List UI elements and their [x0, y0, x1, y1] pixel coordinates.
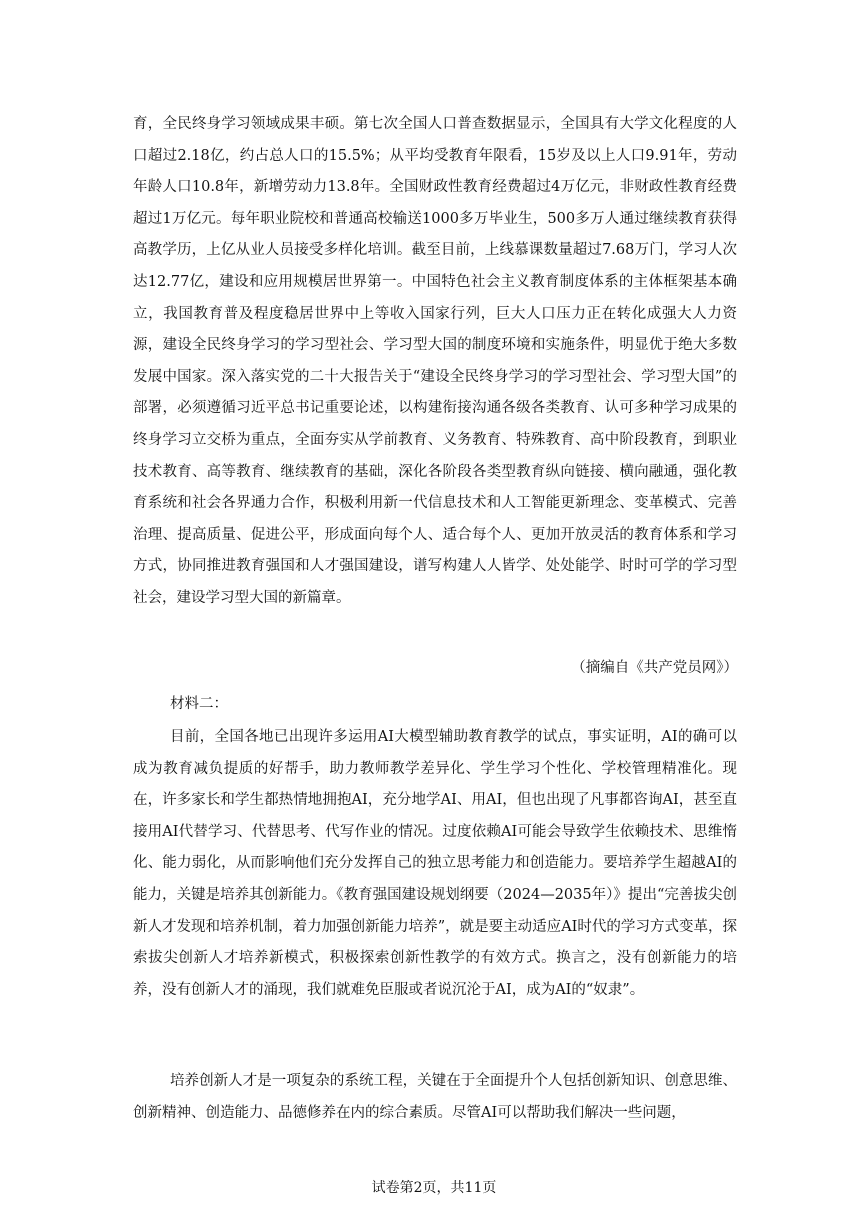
source-citation: （摘编自《共产党员网》）: [571, 660, 738, 676]
page-footer: 试卷第2页，共11页: [371, 1180, 497, 1196]
paragraph-3-text: 培养创新人才是一项复杂的系统工程，关键在于全面提升个人包括创新知识、创意思维、创新精神、创造能力、品德修养在内的综合素质。尽管AI可以帮助我们解决一些问题，: [133, 1073, 737, 1121]
material-2-heading: 材料二：: [170, 696, 228, 712]
paragraph-2-text: 目前，全国各地已出现许多运用AI大模型辅助教育教学的试点，事实证明，AI的确可以成为教育减负提质的好帮手，助力教师教学差异化、学生学习个性化、学校管理精准化。现在，许多家长和学生都热情地拥抱AI，充分地学AI、用AI，但也出现了凡事都咨询AI，甚至直接用AI代替学习、代替思考、代写作业的情况。过度依赖AI可能会导致学生依赖技术、思维惰化、能力弱化，从而影响他们充分发挥自己的独立思考能力和创造能力。要培养学生超越AI的能力，关键是培养其创新能力。《教育强国建设规划纲要（2024—2035年）》提出“完善拔尖创新人才发现和培养机制，着力加强创新能力培养”，就是要主动适应AI时代的学习方式变革，探索拔尖创新人才培养新模式，积极探索创新性教学的有效方式。换言之，没有创新能力的培养，没有创新人才的涌现，我们就难免臣服或者说沉沦于AI，成为AI的“奴隶”。: [133, 729, 737, 998]
material-2-paragraph: [133, 722, 737, 1006]
material-2-paragraph-2: [133, 1066, 737, 1129]
paragraph-continued: [133, 109, 737, 615]
paragraph-1-text: 育，全民终身学习领域成果丰硕。第七次全国人口普查数据显示，全国具有大学文化程度的人口超过2.18亿，约占总人口的15.5%；从平均受教育年限看，15岁及以上人口9.91年，劳动年龄人口10.8年，新增劳动力13.8年。全国财政性教育经费超过4万亿元，非财政性教育经费超过1万亿元。每年职业院校和普通高校输送1000多万毕业生，500多万人通过继续教育获得高教学历，上亿从业人员接受多样化培训。截至目前，上线慕课数量超过7.68万门，学习人次达12.77亿，建设和应用规模居世界第一。中国特色社会主义教育制度体系的主体框架基本确立，我国教育普及程度稳居世界中上等收入国家行列，巨大人口压力正在转化成强大人力资源，建设全民终身学习的学习型社会、学习型大国的制度环境和实施条件，明显优于绝大多数发展中国家。深入落实党的二十大报告关于“建设全民终身学习的学习型社会、学习型大国”的部署，必须遵循习近平总书记重要论述，以构建衔接沟通各级各类教育、认可多种学习成果的终身学习立交桥为重点，全面夯实从学前教育、义务教育、特殊教育、高中阶段教育，到职业技术教育、高等教育、继续教育的基础，深化各阶段各类型教育纵向链接、横向融通，强化教育系统和社会各界通力合作，积极利用新一代信息技术和人工智能更新理念、变革模式、完善治理、提高质量、促进公平，形成面向每个人、适合每个人、更加开放灵活的教育体系和学习方式，协同推进教育强国和人才强国建设，谱写构建人人皆学、处处能学、时时可学的学习型社会，建设学习型大国的新篇章。: [133, 116, 737, 606]
